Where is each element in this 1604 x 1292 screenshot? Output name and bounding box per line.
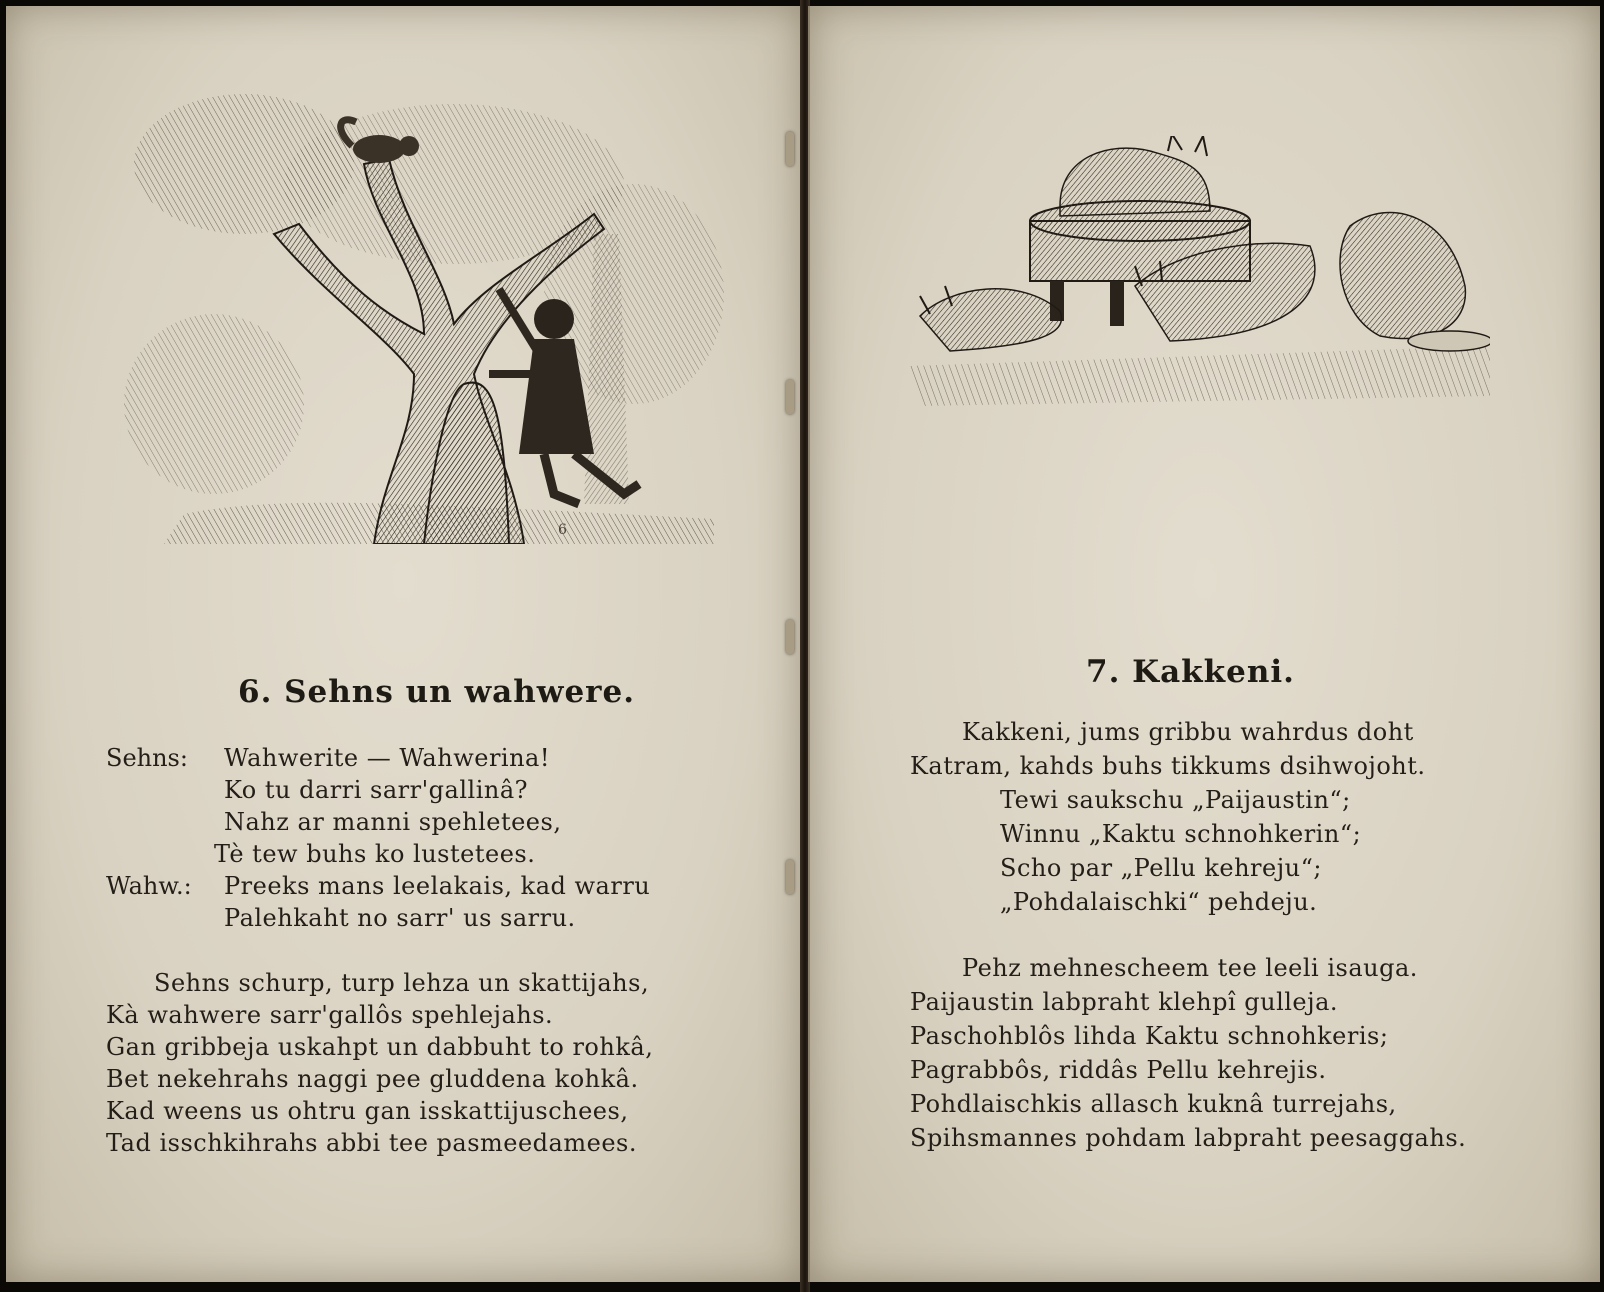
poem-title: 7. Kakkeni.: [1086, 654, 1295, 690]
right-page: [808, 6, 1600, 1282]
verse-line: Bet nekehrahs naggi pee gluddena kohkâ.: [106, 1065, 639, 1093]
verse-line: Sehns schurp, turp lehza un skattijahs,: [154, 969, 650, 997]
verse-line: Winnu „Kaktu schnohkerin“;: [1000, 820, 1362, 848]
plate-number: 6: [558, 522, 567, 538]
verse-line: Preeks mans leelakais, kad warru: [224, 872, 651, 900]
cats-eating-engraving-icon: [910, 136, 1490, 416]
verse-line: Kad weens us ohtru gan isskattijuschees,: [106, 1097, 629, 1125]
verse-line: „Pohdalaischki“ pehdeju.: [1000, 888, 1318, 916]
verse-line: Pehz mehneschеem tee leeli isauga.: [962, 954, 1418, 982]
verse-line: Katram, kahds buhs tikkums dsihwojoht.: [910, 752, 1426, 780]
verse-line: Pagrabbôs, riddâs Pellu kehrejis.: [910, 1056, 1327, 1084]
verse-line: Gan gribbeja uskahpt un dabbuht to rohkâ,: [106, 1033, 654, 1061]
binding-stitch: [786, 860, 794, 894]
verse-line: Kà wahwere sarr'gallôs spehlejahs.: [106, 1001, 554, 1029]
left-page: [6, 6, 804, 1282]
verse-line: Paijaustin labpraht klehpî gulleja.: [910, 988, 1339, 1016]
verse-line: Tè tew buhs ko lustetees.: [214, 840, 536, 868]
verse-line: Palehkaht no sarr' us sarru.: [224, 904, 576, 932]
binding-stitch: [786, 380, 794, 414]
binding-stitch: [786, 132, 794, 166]
verse-line: Scho par „Pellu kehreju“;: [1000, 854, 1322, 882]
speaker-label: Wahw.:: [106, 872, 192, 900]
binding-stitch: [786, 620, 794, 654]
verse-line: Spihsmannes pohdam labpraht peesaggahs.: [910, 1124, 1467, 1152]
verse-line: Ko tu darri sarr'gallinâ?: [224, 776, 529, 804]
speaker-label: Sehns:: [106, 744, 188, 772]
verse-line: Pohdlaischkis allasch kuknâ turrejahs,: [910, 1090, 1397, 1118]
verse-line: Tad isschkihrahs abbi tee pasmeedamees.: [106, 1129, 637, 1157]
verse-line: Nahz ar manni spehletees,: [224, 808, 562, 836]
tree-child-squirrel-engraving-icon: [124, 74, 724, 544]
verse-line: Kakkeni, jums gribbu wahrdus doht: [962, 718, 1414, 746]
verse-line: Tewi saukschu „Paijaustin“;: [1000, 786, 1351, 814]
verse-line: Paschohblôs lihda Kaktu schnohkeris;: [910, 1022, 1389, 1050]
poem-title: 6. Sehns un wahwere.: [238, 674, 636, 710]
verse-line: Wahwerite — Wahwerina!: [224, 744, 550, 772]
